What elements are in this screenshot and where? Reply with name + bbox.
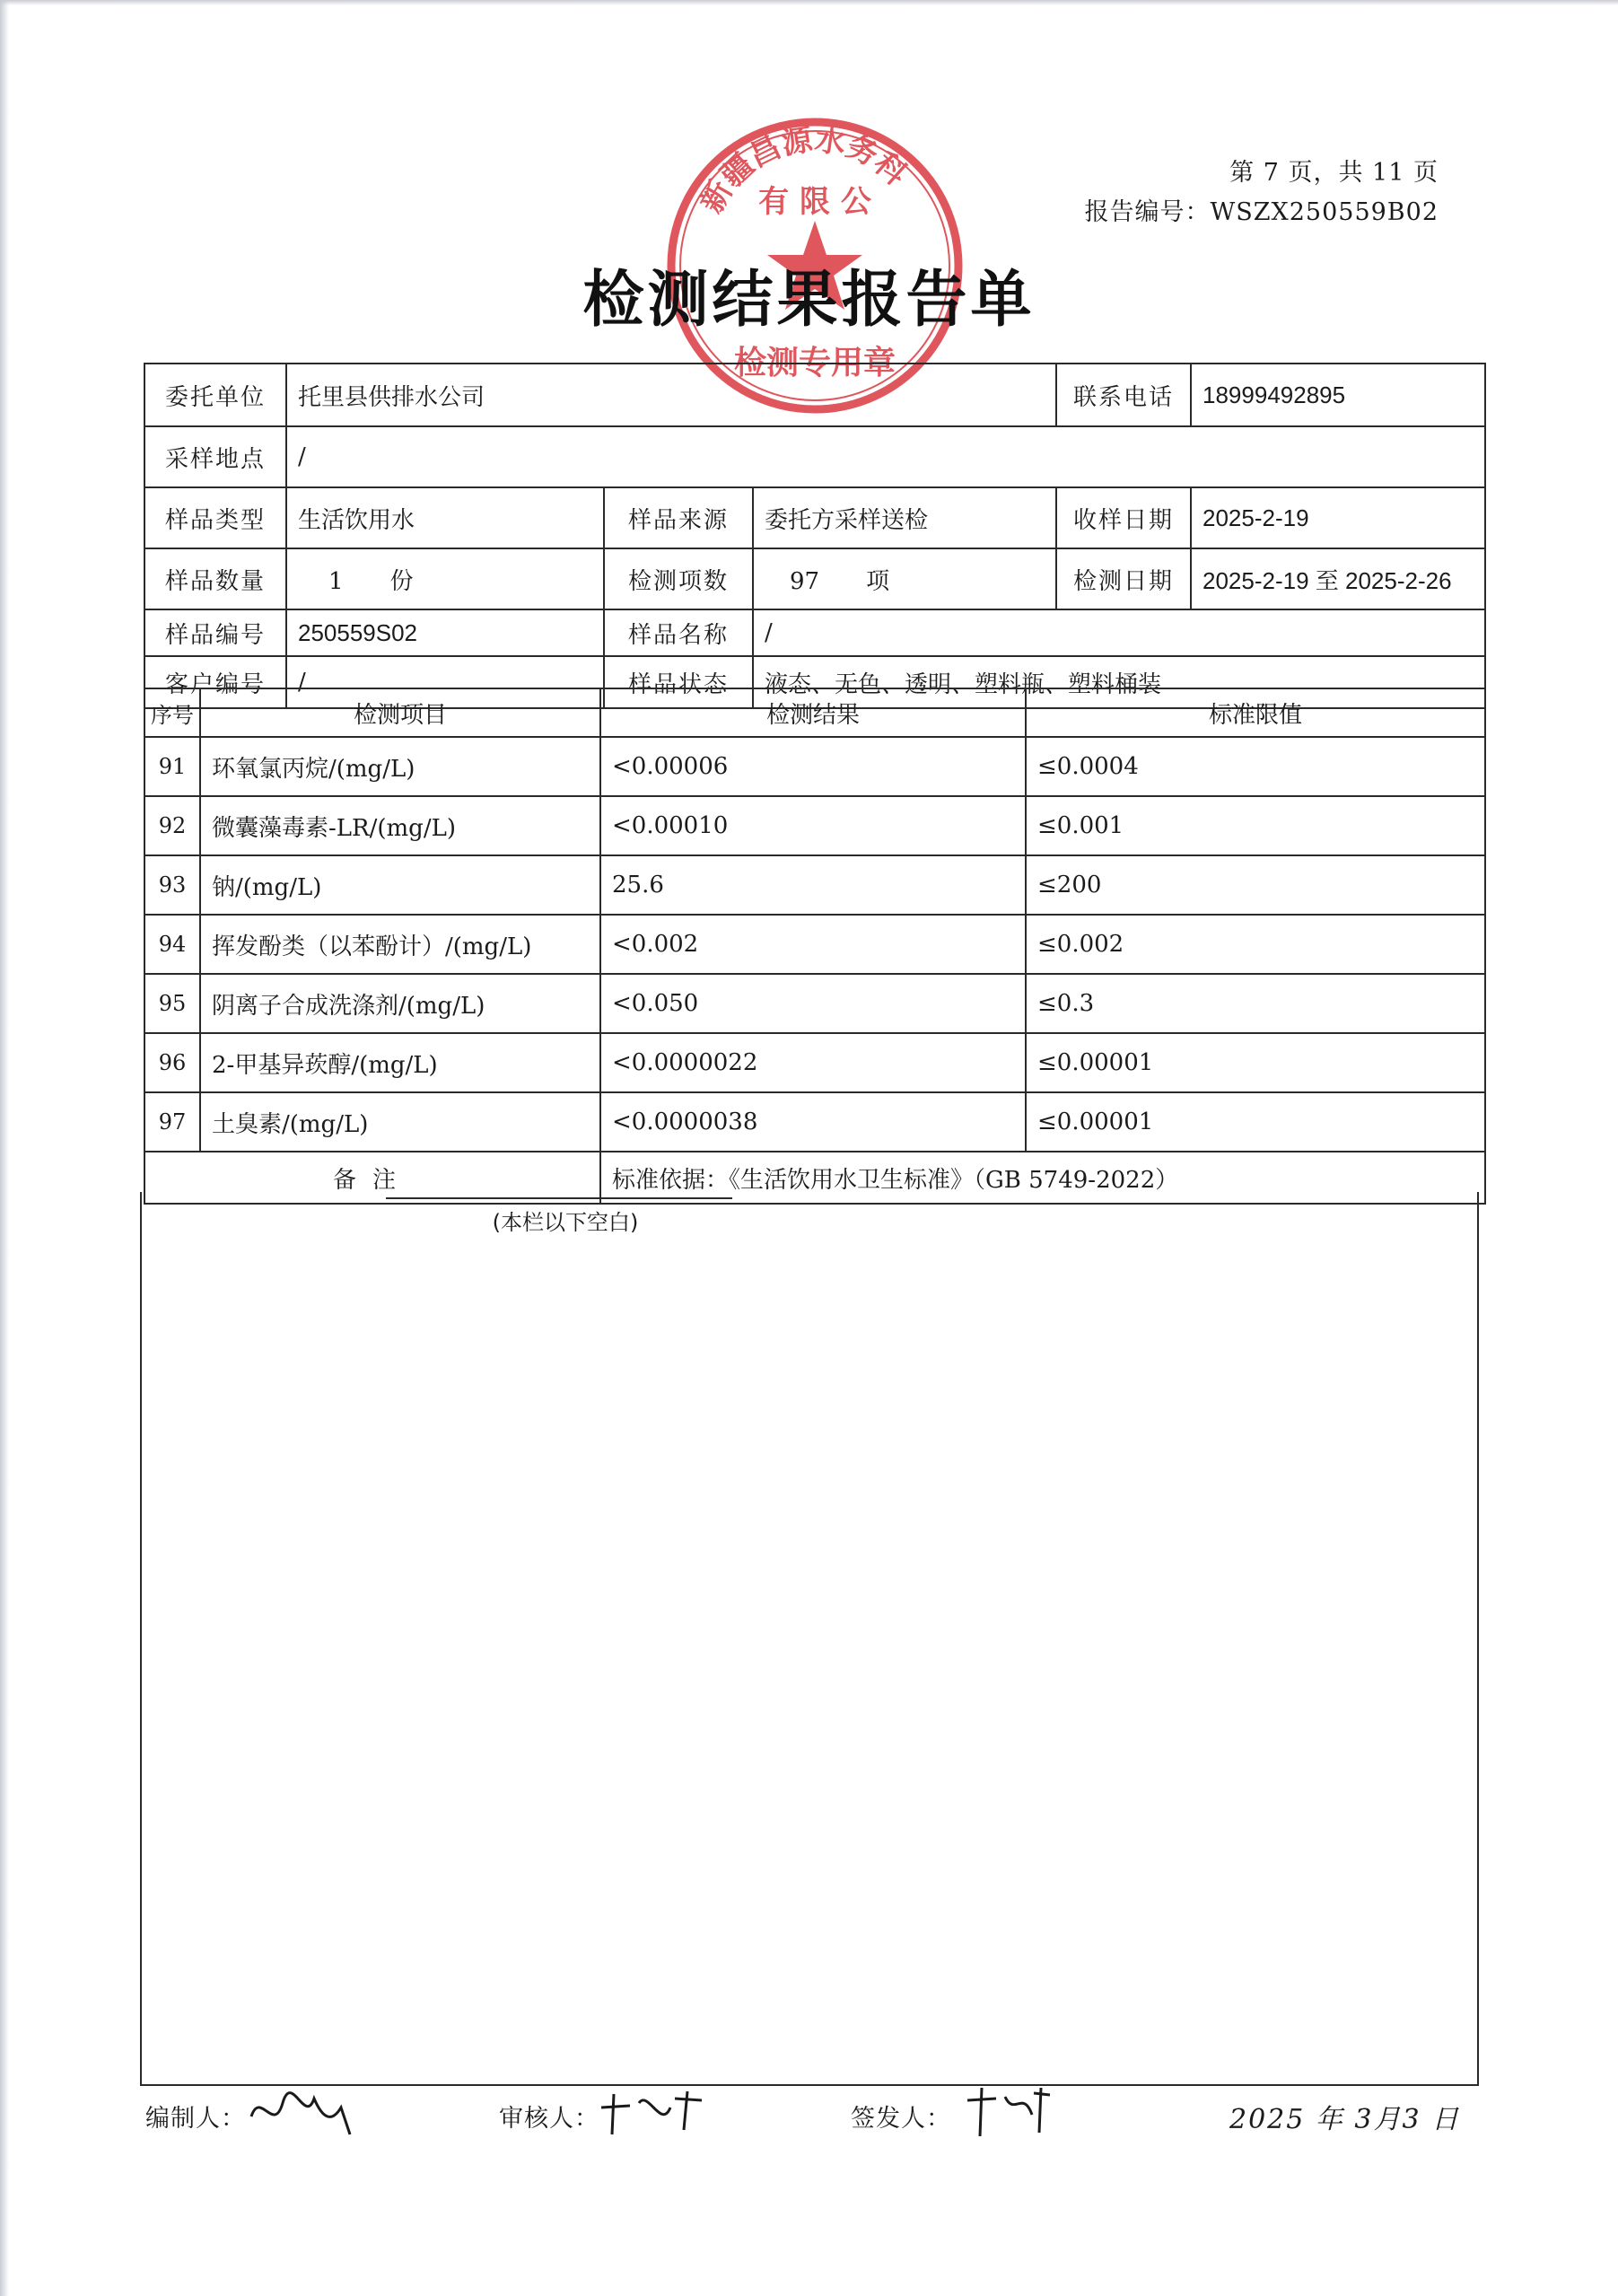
reviewed-by-label: 审核人：	[499, 2105, 599, 2133]
report-title: 检测结果报告单	[582, 265, 1036, 336]
prepared-by-signature	[242, 2081, 359, 2143]
item-count-label: 检测项数	[604, 548, 753, 609]
sample-type-label: 样品类型	[144, 487, 286, 548]
row-limit: ≤200	[1026, 855, 1485, 915]
row-limit: ≤0.00001	[1026, 1033, 1485, 1092]
info-row-client	[144, 364, 1485, 426]
table-row	[144, 796, 1485, 855]
test-date-label: 检测日期	[1056, 548, 1191, 609]
scan-edge-shadow	[0, 0, 9, 2296]
sample-qty-value: 1 份	[286, 548, 604, 609]
svg-text:检测专用章: 检测专用章	[733, 345, 896, 381]
row-index: 91	[144, 737, 200, 796]
info-row-type	[144, 487, 1485, 548]
row-index: 93	[144, 855, 200, 915]
row-item: 2-甲基异莰醇/(mg/L)	[200, 1033, 600, 1092]
table-row	[144, 737, 1485, 796]
sample-state-label: 样品状态	[604, 656, 753, 708]
location-label: 采样地点	[144, 426, 286, 487]
location-value: /	[286, 426, 1485, 487]
table-row	[144, 915, 1485, 974]
table-row	[144, 1033, 1485, 1092]
sample-name-value: /	[753, 609, 1485, 656]
row-index: 95	[144, 974, 200, 1033]
row-result: <0.00006	[600, 737, 1026, 796]
row-index: 92	[144, 796, 200, 855]
results-header-row	[144, 688, 1485, 737]
row-limit: ≤0.002	[1026, 915, 1485, 974]
row-index: 96	[144, 1033, 200, 1092]
col-item-header: 检测项目	[200, 688, 600, 737]
row-limit: ≤0.0004	[1026, 737, 1485, 796]
test-results-table	[144, 688, 1486, 1205]
report-number: 报告编号：WSZX250559B02	[1084, 198, 1439, 226]
scan-top-shadow	[0, 0, 1618, 5]
row-item: 土臭素/(mg/L)	[200, 1092, 600, 1152]
sample-info-table	[144, 363, 1486, 709]
row-index: 97	[144, 1092, 200, 1152]
remark-label-text: 备注	[332, 1166, 412, 1194]
blank-below-note: (本栏以下空白)	[492, 1210, 639, 1235]
row-item: 钠/(mg/L)	[200, 855, 600, 915]
sample-source-value: 委托方采样送检	[753, 487, 1056, 548]
row-limit: ≤0.001	[1026, 796, 1485, 855]
row-result: <0.050	[600, 974, 1026, 1033]
customer-no-value: /	[286, 656, 604, 708]
blank-area-box	[140, 1192, 1479, 2086]
sample-type-value: 生活饮用水	[286, 487, 604, 548]
info-row-location	[144, 426, 1485, 487]
customer-no-label: 客户编号	[144, 656, 286, 708]
remark-value: 标准依据：《生活饮用水卫生标准》（GB 5749-2022）	[600, 1152, 1485, 1204]
svg-text:新疆昌源水务科: 新疆昌源水务科	[694, 121, 914, 220]
receive-date-value: 2025-2-19	[1191, 487, 1485, 548]
issued-by-label: 签发人：	[851, 2105, 951, 2133]
col-limit-header: 标准限值	[1026, 688, 1485, 737]
row-result: <0.002	[600, 915, 1026, 974]
client-value: 托里县供排水公司	[286, 364, 1056, 426]
prepared-by-label: 编制人：	[145, 2105, 246, 2133]
sample-name-label: 样品名称	[604, 609, 753, 656]
phone-label: 联系电话	[1056, 364, 1191, 426]
row-result: 25.6	[600, 855, 1026, 915]
sample-qty-label: 样品数量	[144, 548, 286, 609]
row-item: 阴离子合成洗涤剂/(mg/L)	[200, 974, 600, 1033]
row-item: 环氧氯丙烷/(mg/L)	[200, 737, 600, 796]
row-limit: ≤0.00001	[1026, 1092, 1485, 1152]
table-row	[144, 1092, 1485, 1152]
info-row-quantity	[144, 548, 1485, 609]
sample-state-value: 液态、无色、透明、塑料瓶、塑料桶装	[753, 656, 1485, 708]
page-info: 第 7 页，共 11 页	[1229, 159, 1439, 187]
svg-text:有 限 公: 有 限 公	[758, 184, 871, 220]
sample-no-value: 250559S02	[286, 609, 604, 656]
client-label: 委托单位	[144, 364, 286, 426]
row-limit: ≤0.3	[1026, 974, 1485, 1033]
blank-divider	[386, 1197, 732, 1199]
row-result: <0.0000022	[600, 1033, 1026, 1092]
info-row-sample-no	[144, 609, 1485, 656]
row-item: 微囊藻毒素-LR/(mg/L)	[200, 796, 600, 855]
table-row	[144, 974, 1485, 1033]
table-row	[144, 855, 1485, 915]
test-date-value: 2025-2-19 至 2025-2-26	[1191, 548, 1485, 609]
receive-date-label: 收样日期	[1056, 487, 1191, 548]
row-result: <0.00010	[600, 796, 1026, 855]
sample-source-label: 样品来源	[604, 487, 753, 548]
row-item: 挥发酚类（以苯酚计）/(mg/L)	[200, 915, 600, 974]
report-date: 2025 年 3月3 日	[1229, 2104, 1461, 2135]
col-index-header: 序号	[144, 688, 200, 737]
sample-no-label: 样品编号	[144, 609, 286, 656]
item-count-value: 97 项	[753, 548, 1056, 609]
issued-by-signature	[960, 2081, 1059, 2143]
reviewed-by-signature	[594, 2081, 711, 2143]
col-result-header: 检测结果	[600, 688, 1026, 737]
row-result: <0.0000038	[600, 1092, 1026, 1152]
row-index: 94	[144, 915, 200, 974]
phone-value: 18999492895	[1191, 364, 1485, 426]
